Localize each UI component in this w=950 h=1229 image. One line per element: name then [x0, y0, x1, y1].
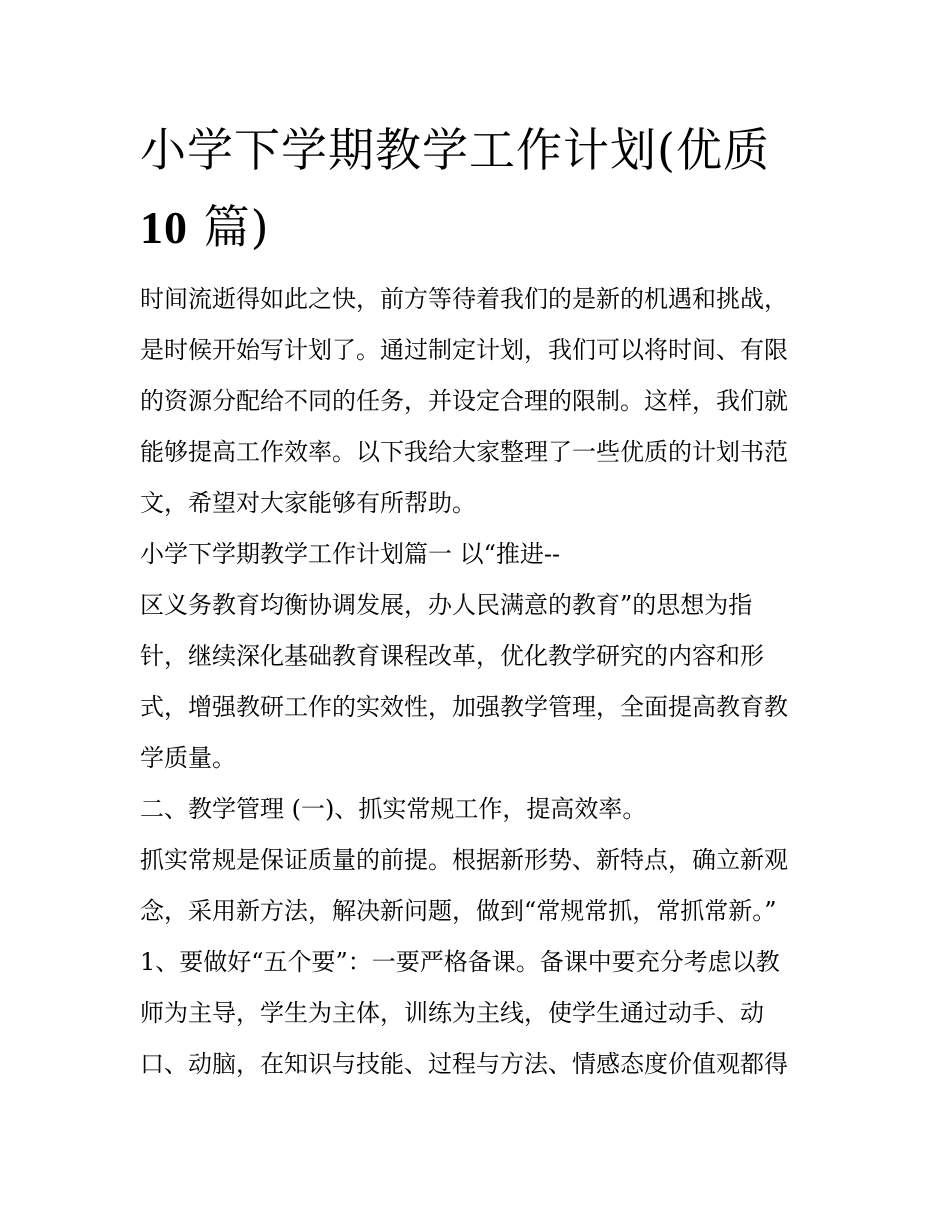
title-number: 10 — [140, 202, 188, 253]
document-body — [140, 274, 820, 1090]
title-end: 篇) — [188, 200, 270, 254]
section-heading-teaching-management: 二、教学管理 (一)、抓实常规工作，提高效率。 — [140, 795, 647, 823]
routine-work-paragraph: 抓实常规是保证质量的前提。根据新形势、新特点，确立新观 念，采用新方法，解决新问题，做到“常规常抓，常抓常新。” 1、要做好“五个要”：一要严格备课。备课中要充分考虑以教 师为主导，学生为主体，训练为主线，使学生通过动手、动 口、动脑，在知识与技能、过程与方法、情感态度价值观都得 — [140, 846, 788, 1078]
title-line-1: 小学下学期教学工作计划(优质 — [140, 123, 770, 177]
intro-paragraph: 时间流逝得如此之快，前方等待着我们的是新的机遇和挑战， 是时候开始写计划了。通过制定计划，我们可以将时间、有限 的资源分配给不同的任务，并设定合理的限制。这样，我们就 能够提高工作效率。以下我给大家整理了一些优质的计划书范 文，希望对大家能够有所帮助。 — [140, 285, 788, 517]
section-one-paragraph: 小学下学期教学工作计划篇一 以“推进-- 区义务教育均衡协调发展，办人民满意的教育”的思想为指 针，继续深化基础教育课程改革，优化教学研究的内容和形 式，增强教研工作的实效性，加强教学管理，全面提高教育教 学质量。 — [140, 540, 788, 772]
document-title — [140, 112, 820, 266]
